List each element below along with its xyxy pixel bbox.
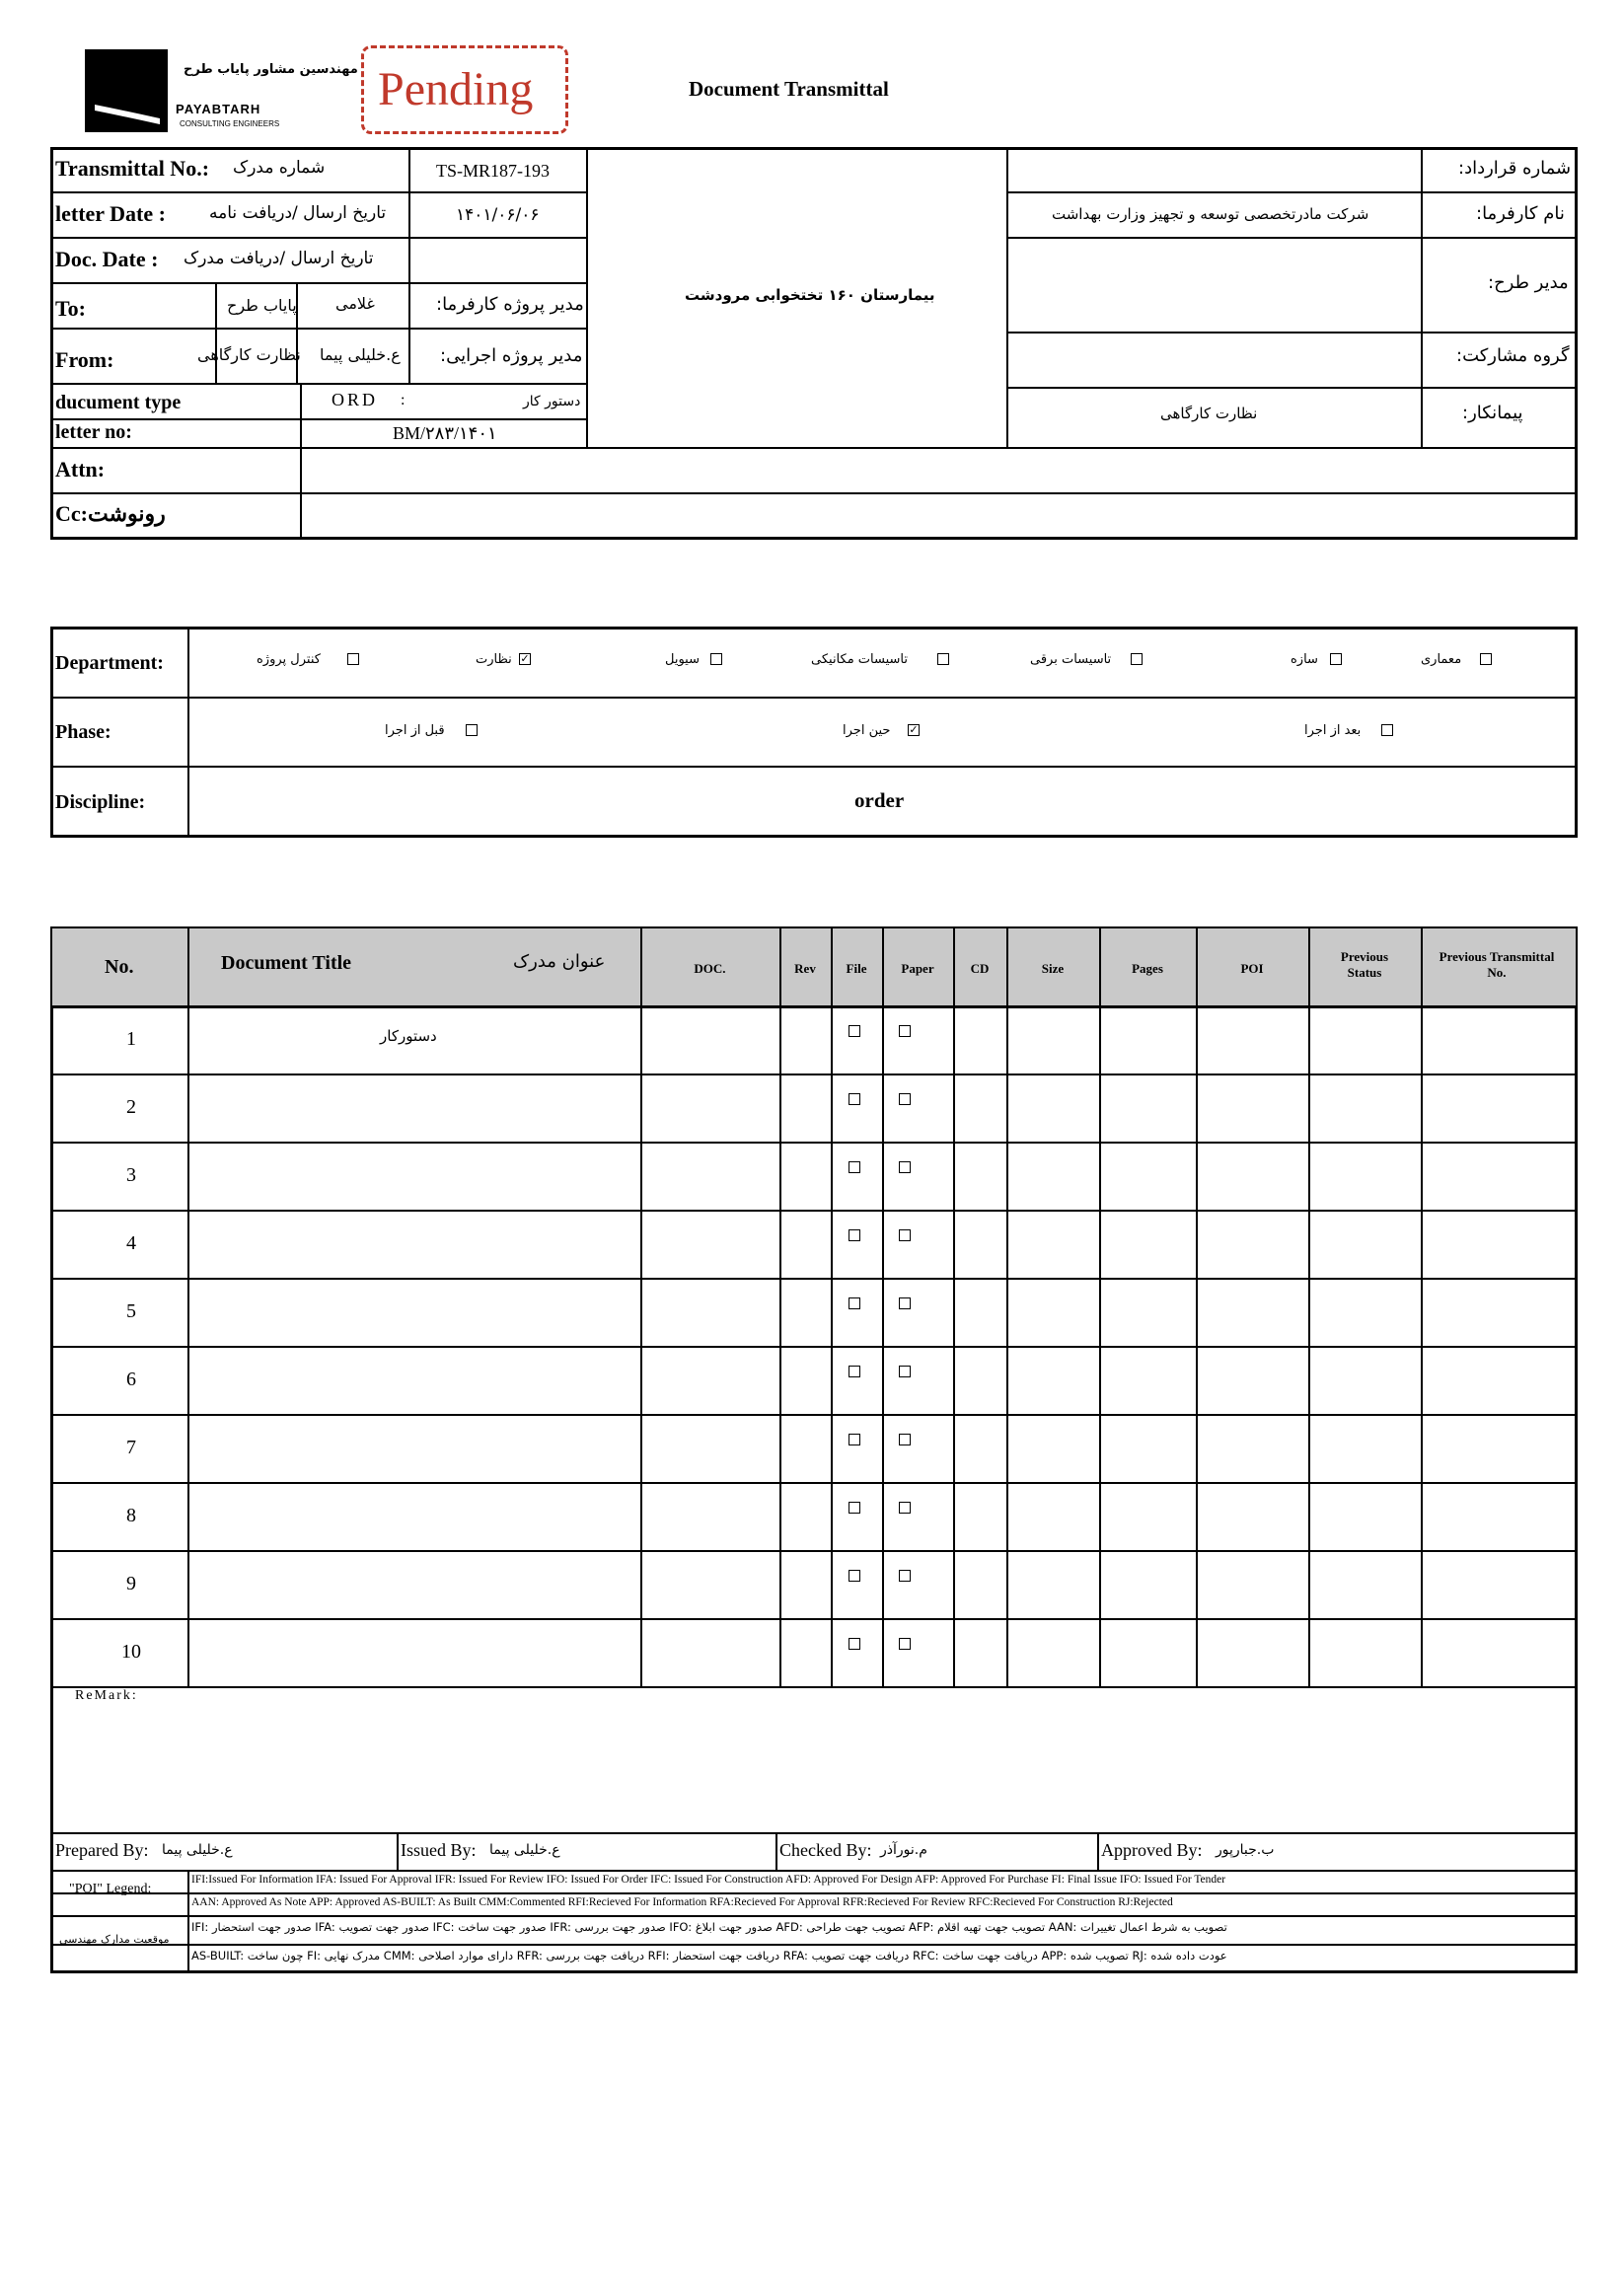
table-row xyxy=(50,1414,1578,1482)
col-size: Size xyxy=(1041,961,1065,976)
paper-checkbox[interactable] xyxy=(899,1161,911,1173)
remark-label: ReMark: xyxy=(75,1688,138,1703)
checked-by-label: Checked By: xyxy=(779,1840,872,1860)
phase-before-label: قبل از اجرا xyxy=(385,723,445,738)
col-pages: Pages xyxy=(1132,961,1163,976)
dept-project-control-checkbox[interactable] xyxy=(347,653,359,665)
company-logo xyxy=(85,49,358,132)
col-rev: Rev xyxy=(794,961,816,976)
letter-date-label-fa: تاریخ ارسال /دریافت نامه xyxy=(209,203,387,223)
doc-date-label: Doc. Date : xyxy=(55,247,159,271)
paper-checkbox[interactable] xyxy=(899,1025,911,1037)
letter-no-value: BM/۲۸۳/۱۴۰۱ xyxy=(393,423,497,443)
file-checkbox[interactable] xyxy=(849,1025,860,1037)
phase-before-checkbox[interactable] xyxy=(466,724,478,736)
from-role: مدیر پروژه اجرایی: xyxy=(440,345,583,366)
doctype-fa: دستور کار xyxy=(523,394,581,409)
dept-civil-label: سیویل xyxy=(665,652,700,667)
table-row xyxy=(50,1346,1578,1414)
file-checkbox[interactable] xyxy=(849,1366,860,1377)
dept-structure-label: سازه xyxy=(1291,652,1318,667)
transmittal-no-label-fa: شماره مدرک xyxy=(233,158,326,178)
contract-no-label: شماره قرارداد: xyxy=(1458,158,1572,179)
col-title: Document Title xyxy=(221,952,352,974)
checked-by-value: م.نورآذر xyxy=(880,1842,927,1858)
file-checkbox[interactable] xyxy=(849,1161,860,1173)
project-name: بیمارستان ۱۶۰ تختخوابی مرودشت xyxy=(685,286,935,304)
contractor-value: نظارت کارگاهی xyxy=(1160,405,1258,422)
file-checkbox[interactable] xyxy=(849,1093,860,1105)
legend-line-1: IFI:Issued For Information IFA: Issued For Approval IFR: Issued For Review IFO: Issued For Order IFC: Issued For Construction AFD: Approved For Design AFP: Approved For Purchase FI: Final Issue IFO: Issued For Tender xyxy=(191,1874,1226,1886)
col-poi: POI xyxy=(1240,961,1264,976)
row-number: 9 xyxy=(126,1573,136,1594)
row-number: 6 xyxy=(126,1369,136,1390)
paper-checkbox[interactable] xyxy=(899,1297,911,1309)
row-number: 1 xyxy=(126,1028,136,1050)
legend-line-3: IFI: صدور جهت استحضار IFA: صدور جهت تصویب IFC: صدور جهت ساخت IFR: صدور جهت بررسی IFO: صدور جهت ابلاغ AFD: تصویب جهت طراحی AFP: تصویب جهت تهیه اقلام AAN: تصویب به شرط اعمال تغییرات xyxy=(191,1920,1227,1934)
paper-checkbox[interactable] xyxy=(899,1366,911,1377)
poi-legend-label: "POI" Legend: xyxy=(69,1882,152,1896)
discipline-label: Discipline: xyxy=(55,791,146,813)
doctype-label: ducument type xyxy=(55,392,182,413)
paper-checkbox[interactable] xyxy=(899,1434,911,1445)
legend-line-4: AS-BUILT: چون ساخت FI: مدرک نهایی CMM: دارای موارد اصلاحی RFR: دریافت جهت بررسی RFI: دریافت جهت استحضار RFA: دریافت جهت تصویب RFC: دریافت جهت ساخت APP: تصویب شده RJ: عودت داده شده xyxy=(191,1949,1227,1963)
stamp-text: Pending xyxy=(378,63,534,115)
table-row xyxy=(50,1210,1578,1278)
file-checkbox[interactable] xyxy=(849,1570,860,1582)
row-number: 10 xyxy=(121,1641,141,1663)
row-title: دستورکار xyxy=(380,1027,437,1045)
phase-label: Phase: xyxy=(55,721,111,743)
doctype-code: ORD xyxy=(332,390,379,409)
dept-project-control-label: کنترل پروژه xyxy=(257,652,321,667)
col-paper: Paper xyxy=(901,961,934,976)
legend-line-2: AAN: Approved As Note APP: Approved AS-BUILT: As Built CMM:Commented RFI:Recieved For Information RFA:Recieved For Approval RFR:Recieved For Review RFC:Recieved For Construction RJ:Rejected xyxy=(191,1896,1173,1908)
table-row xyxy=(50,1005,1578,1074)
transmittal-no-value: TS-MR187-193 xyxy=(436,161,551,181)
from-person: ع.خلیلی پیما xyxy=(320,345,401,364)
phase-during-checkbox[interactable]: ✓ xyxy=(909,724,919,736)
logo-fa-text: مهندسین مشاور پایاب طرح xyxy=(184,62,358,77)
letter-date-value: ۱۴۰۱/۰۶/۰۶ xyxy=(456,205,540,225)
paper-checkbox[interactable] xyxy=(899,1638,911,1650)
from-label: From: xyxy=(55,347,114,372)
table-row xyxy=(50,1142,1578,1210)
approved-by-value: ب.جبارپور xyxy=(1216,1842,1275,1858)
transmittal-no-label: Transmittal No.: xyxy=(55,156,210,181)
paper-checkbox[interactable] xyxy=(899,1502,911,1514)
client-value: شرکت مادرتخصصی توسعه و تجهیز وزارت بهداشت xyxy=(1052,205,1369,223)
table-row xyxy=(50,1550,1578,1618)
dept-civil-checkbox[interactable] xyxy=(710,653,722,665)
contractor-label: پیمانکار: xyxy=(1462,403,1523,423)
pending-stamp xyxy=(361,45,568,134)
prepared-by-value: ع.خلیلی پیما xyxy=(162,1842,233,1858)
paper-checkbox[interactable] xyxy=(899,1229,911,1241)
col-prev-status: Previous Status xyxy=(1340,949,1389,980)
letter-no-label: letter no: xyxy=(55,421,132,443)
paper-checkbox[interactable] xyxy=(899,1570,911,1582)
row-number: 3 xyxy=(126,1164,136,1186)
paper-checkbox[interactable] xyxy=(899,1093,911,1105)
row-number: 5 xyxy=(126,1300,136,1322)
prepared-by-label: Prepared By: xyxy=(55,1840,149,1860)
col-no: No. xyxy=(105,956,134,978)
col-title-fa: عنوان مدرک xyxy=(513,951,606,972)
col-doc: DOC. xyxy=(694,961,726,976)
file-checkbox[interactable] xyxy=(849,1297,860,1309)
to-person: غلامی xyxy=(335,294,375,313)
table-row xyxy=(50,1278,1578,1346)
dept-supervision-label: نظارت xyxy=(476,652,512,667)
doc-date-label-fa: تاریخ ارسال /دریافت مدرک xyxy=(184,249,374,268)
file-checkbox[interactable] xyxy=(849,1229,860,1241)
attn-label: Attn: xyxy=(55,457,106,481)
row-number: 8 xyxy=(126,1505,136,1526)
to-label: To: xyxy=(55,296,86,321)
file-checkbox[interactable] xyxy=(849,1434,860,1445)
table-row xyxy=(50,1482,1578,1550)
document-title: Document Transmittal xyxy=(689,77,889,101)
phase-during-label: حین اجرا xyxy=(843,723,891,738)
dept-supervision-checkbox[interactable]: ✓ xyxy=(520,653,530,665)
dept-electrical-label: تاسیسات برقی xyxy=(1030,652,1112,667)
logo-sub-text: CONSULTING ENGINEERS xyxy=(180,119,280,128)
to-value: پایاب طرح xyxy=(227,296,297,315)
phase-after-checkbox[interactable] xyxy=(1381,724,1393,736)
client-label: نام کارفرما: xyxy=(1476,203,1565,224)
dept-architecture-checkbox[interactable] xyxy=(1480,653,1492,665)
discipline-value: order xyxy=(854,788,905,812)
row-number: 7 xyxy=(126,1437,136,1458)
dept-architecture-label: معماری xyxy=(1421,652,1462,667)
row-number: 2 xyxy=(126,1096,136,1118)
cc-label: Cc:رونوشت xyxy=(55,501,166,526)
issued-by-label: Issued By: xyxy=(401,1840,477,1860)
doctype-separator: : xyxy=(401,392,406,408)
dept-electrical-checkbox[interactable] xyxy=(1131,653,1143,665)
phase-after-label: بعد از اجرا xyxy=(1304,723,1362,738)
logo-mark-icon xyxy=(85,49,168,132)
table-row xyxy=(50,1618,1578,1686)
row-number: 4 xyxy=(126,1232,136,1254)
to-role: مدیر پروژه کارفرما: xyxy=(436,294,584,315)
status-legend-label: موقعیت مدارک مهندسی xyxy=(59,1933,170,1946)
file-checkbox[interactable] xyxy=(849,1502,860,1514)
logo-en-text: PAYABTARH xyxy=(176,102,261,116)
dept-structure-checkbox[interactable] xyxy=(1330,653,1342,665)
file-checkbox[interactable] xyxy=(849,1638,860,1650)
issued-by-value: ع.خلیلی پیما xyxy=(489,1842,560,1858)
approved-by-label: Approved By: xyxy=(1101,1840,1203,1860)
col-prev-transmittal: Previous Transmittal No. xyxy=(1439,949,1555,980)
col-cd: CD xyxy=(970,961,990,976)
department-label: Department: xyxy=(55,652,164,674)
col-file: File xyxy=(846,961,867,976)
dept-mechanical-label: تاسیسات مکانیکی xyxy=(811,652,908,667)
from-value: نظارت کارگاهی xyxy=(197,345,301,364)
table-row xyxy=(50,1074,1578,1142)
letter-date-label: letter Date : xyxy=(55,201,166,226)
design-manager-label: مدیر طرح: xyxy=(1488,272,1569,293)
dept-mechanical-checkbox[interactable] xyxy=(937,653,949,665)
partnership-label: گروه مشارکت: xyxy=(1456,345,1570,366)
